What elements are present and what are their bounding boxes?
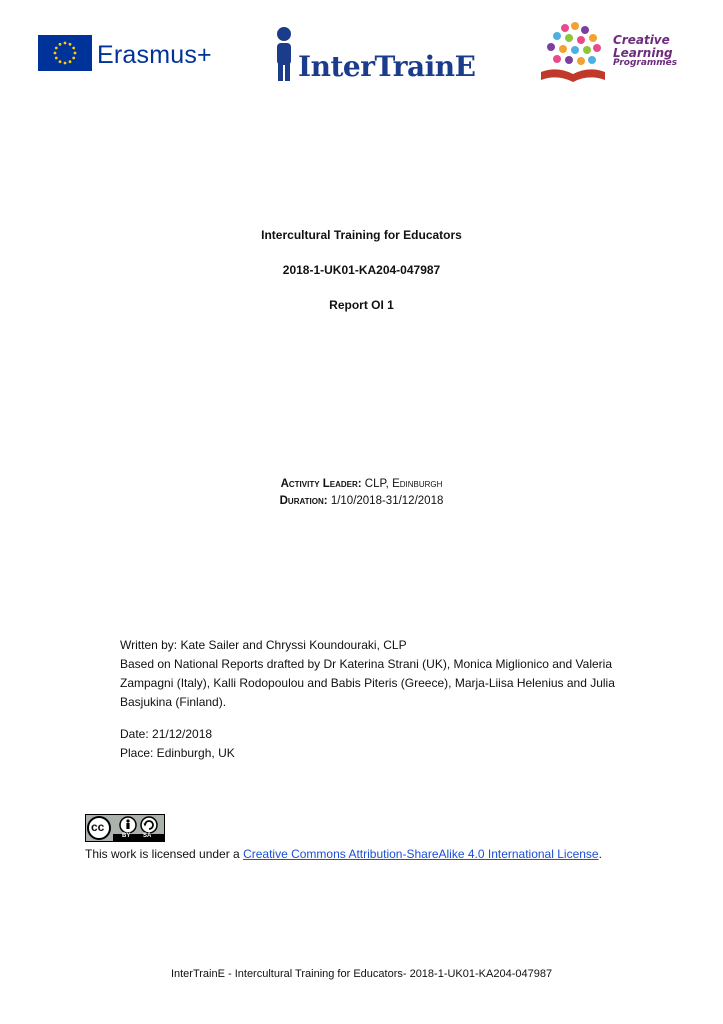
license-statement [85,845,640,863]
erasmus-logo-text: Erasmus+ [97,41,212,69]
intertraine-logo [272,24,478,84]
cc-by-sa-badge-icon[interactable] [85,814,165,842]
project-code: 2018-1-UK01-KA204-047987 [282,263,441,277]
duration [0,495,723,507]
date-place-block [120,725,520,763]
activity-leader-value: CLP, Edinburgh [364,478,443,490]
report-id: Report OI 1 [329,298,394,312]
activity-leader [0,478,723,490]
person-icon [272,26,300,82]
tree-book-icon [535,20,611,86]
page-footer: InterTrainE - Intercultural Training for Educators- 2018-1-UK01-KA204-047987 [170,968,553,980]
license-prefix: This work is licensed under a [85,847,244,861]
intertraine-logo-text: InterTrainE [298,50,476,83]
activity-leader-label: Activity Leader: [280,478,362,490]
eu-flag-icon [38,35,92,71]
based-on: Based on National Reports drafted by Dr Katerina Strani (UK), Monica Miglionico and Valeria Zampagni (Italy), Kalli Rodopoulou and Babis Piteris (Greece), Marja-Liisa Helenius and Julia Basjukina (Finland). [120,657,615,709]
clp-logo [535,20,695,88]
date: Date: 21/12/2018 [120,727,213,741]
place: Place: Edinburgh, UK [120,746,235,760]
by-badge-text: BY [122,833,131,839]
duration-label: Duration: [279,495,328,507]
clp-logo-text: Creative Learning Programmes [613,33,678,69]
document-title: Intercultural Training for Educators [261,228,462,242]
license-link[interactable]: Creative Commons Attribution-ShareAlike 4.0 International License [243,847,599,861]
license-suffix: . [598,847,602,861]
authors-block [120,636,640,712]
sa-badge-text: SA [143,833,152,839]
duration-value: 1/10/2018-31/12/2018 [330,495,444,507]
written-by: Written by: Kate Sailer and Chryssi Koundouraki, CLP [120,638,407,652]
cc-badge-text: cc [91,820,105,834]
